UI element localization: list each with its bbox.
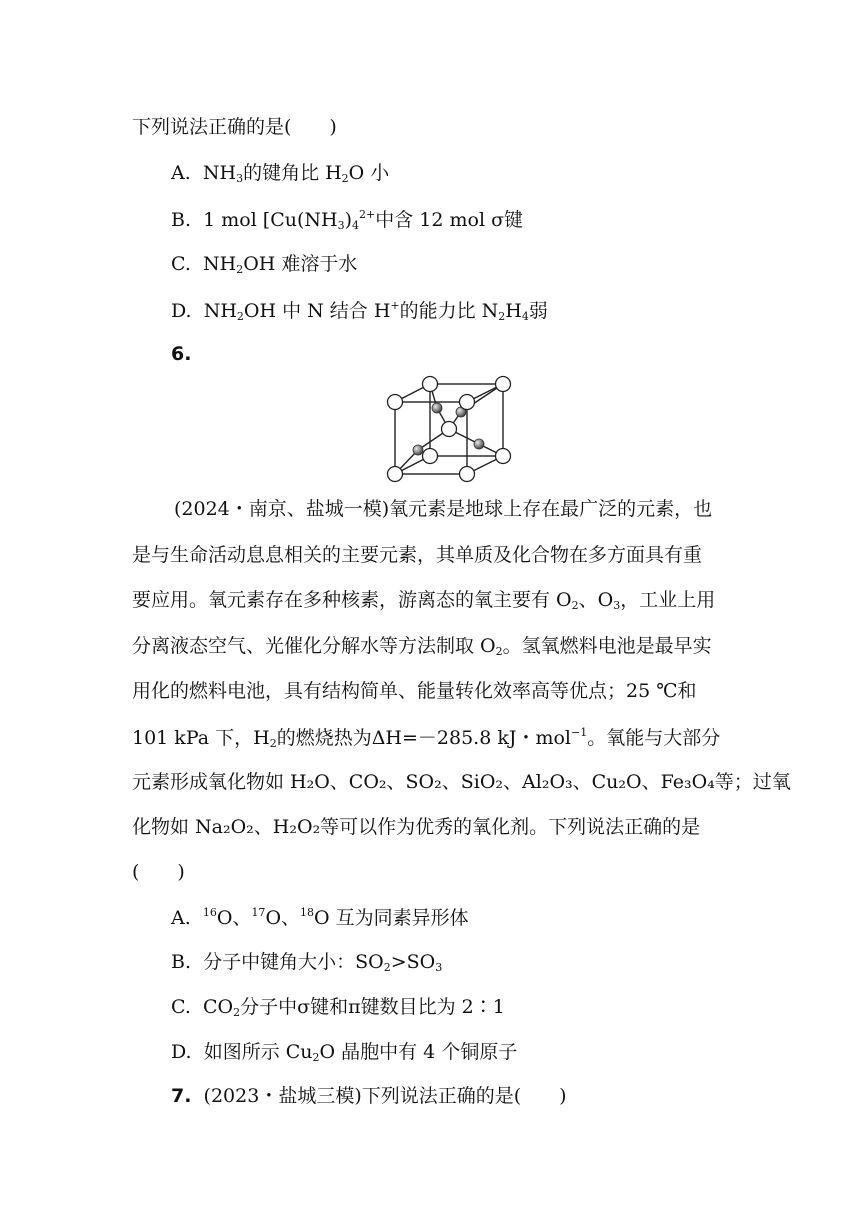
q5-option-c: C. $NH_2OH$ 难溶于水 (171, 253, 358, 276)
q5-option-b: B. 1 mol [$Cu(NH_3)_4^{2+}$中含 12 mol σ键 (171, 208, 524, 232)
q5-stem: 下列说法正确的是( ) (132, 116, 337, 138)
q7-number: 7. (171, 1085, 192, 1107)
q6-para-line-9: ( ) (132, 861, 185, 883)
q6-para-line-4: 分离液态空气、光催化分解水等方法制取 $O_2$。氢氧燃料电池是最早实 (132, 635, 712, 658)
q6-option-d: D. 如图所示 $Cu_2O$ 晶胞中有 4 个铜原子 (171, 1041, 518, 1064)
q6-option-a: A. $^{16}$O、$^{17}$O、$^{18}$O 互为同素异形体 (171, 906, 469, 929)
q7-text: (2023・盐城三模)下列说法正确的是( ) (203, 1085, 567, 1107)
q6-para-line-6: 101 kPa 下，$H_2$的燃烧热为ΔH=－285.8 kJ・mol$^{-1}$。氧能与大部分 (132, 726, 721, 750)
q6-number: 6. (171, 343, 192, 365)
crystal-cell-figure (380, 370, 520, 488)
q6-para-line-8: 化物如 Na₂O₂、H₂O₂等可以作为优秀的氧化剂。下列说法正确的是 (132, 816, 701, 838)
q6-option-c: C. $CO_2$分子中σ键和π键数目比为 2∶1 (171, 996, 505, 1019)
q6-para-line-7: 元素形成氧化物如 H₂O、CO₂、SO₂、SiO₂、Al₂O₃、Cu₂O、Fe₃O₄等；过氧 (132, 771, 791, 793)
oxygen-atoms (388, 377, 511, 482)
q5-option-d: D. $NH_2OH$ 中 N 结合 H+的能力比 $N_2H_4$弱 (171, 299, 548, 323)
q7-line (171, 1087, 567, 1106)
q6-option-b: B. 分子中键角大小：$SO_2>SO_3$ (171, 951, 443, 974)
q6-para-line-3: 要应用。氧元素存在多种核素，游离态的氧主要有 $O_2$、$O_3$，工业上用 (132, 589, 716, 612)
q6-para-line-2: 是与生命活动息息相关的主要元素，其单质及化合物在多方面具有重 (132, 544, 703, 566)
q5-option-a: A. $NH_3$的键角比 $H_2O$ 小 (171, 162, 390, 185)
q6-para-line-5: 用化的燃料电池，具有结构简单、能量转化效率高等优点；25 ℃和 (132, 680, 697, 702)
q6-para-line-1: (2024・南京、盐城一模)氧元素是地球上存在最广泛的元素，也 (174, 498, 713, 520)
